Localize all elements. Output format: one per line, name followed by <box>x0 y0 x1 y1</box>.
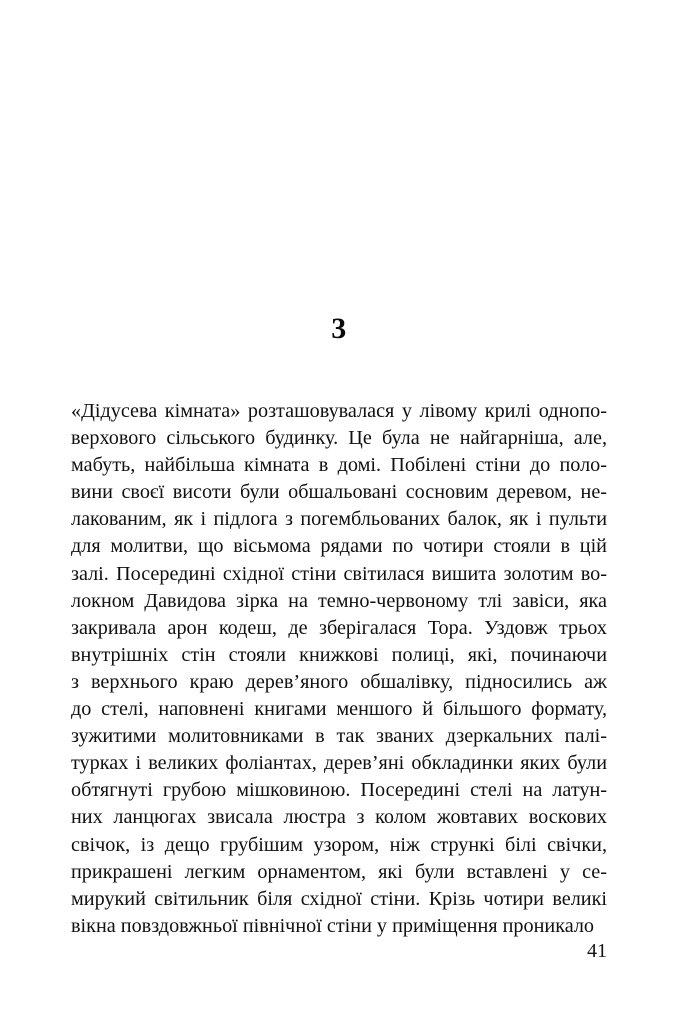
page-number-folio: 41 <box>587 940 607 962</box>
body-line: з верхнього краю дерев’яного обшалівку, підносились аж <box>71 670 607 693</box>
body-line: прикрашені легким орнаментом, які були вставлені у се- <box>71 860 607 883</box>
body-line: верхового сільського будинку. Це була не найгарніша, але, <box>71 427 607 450</box>
body-line: мирукий світильник біля східної стіни. Крізь чотири великі <box>71 887 607 910</box>
body-line: вікна повздовжньої північної стіни у приміщення проникало <box>71 914 595 937</box>
body-line: локном Давидова зірка на темно-червоному тлі завіси, яка <box>71 589 607 612</box>
body-line: них ланцюгах звисала люстра з колом жовтавих воскових <box>71 806 607 829</box>
body-line: залі. Посередині східної стіни світилася вишита золотим во- <box>71 562 607 585</box>
chapter-number-heading: 3 <box>331 312 347 345</box>
body-line: «Дідусева кімната» розташовувалася у лівому крилі однопо- <box>71 400 607 422</box>
body-line: зужитими молитовниками в так званих дзеркальних палі- <box>71 725 607 748</box>
body-line: до стелі, наповнені книгами меншого й більшого формату, <box>71 698 607 721</box>
body-line: мабуть, найбільша кімната в домі. Побілені стіни до поло- <box>71 454 607 477</box>
body-line: лакованим, як і підлога з погембльованих балок, як і пульти <box>71 508 607 531</box>
body-line: вини своєї висоти були обшальовані сосновим деревом, не- <box>71 481 607 504</box>
body-paragraph <box>71 398 607 940</box>
body-line: внутрішніх стін стояли книжкові полиці, які, починаючи <box>71 643 607 666</box>
body-line: свічок, із дещо грубішим узором, ніж стрункі білі свічки, <box>71 833 607 856</box>
body-line: закривала арон кодеш, де зберігалася Тора. Уздовж трьох <box>71 616 607 639</box>
body-line: турках і великих фоліантах, дерев’яні обкладинки яких були <box>71 752 607 775</box>
body-line: обтягнуті грубою мішковиною. Посередині стелі на латун- <box>71 779 607 802</box>
body-text-block <box>71 398 607 940</box>
body-line: для молитви, що вісьмома рядами по чотири стояли в цій <box>71 535 607 558</box>
